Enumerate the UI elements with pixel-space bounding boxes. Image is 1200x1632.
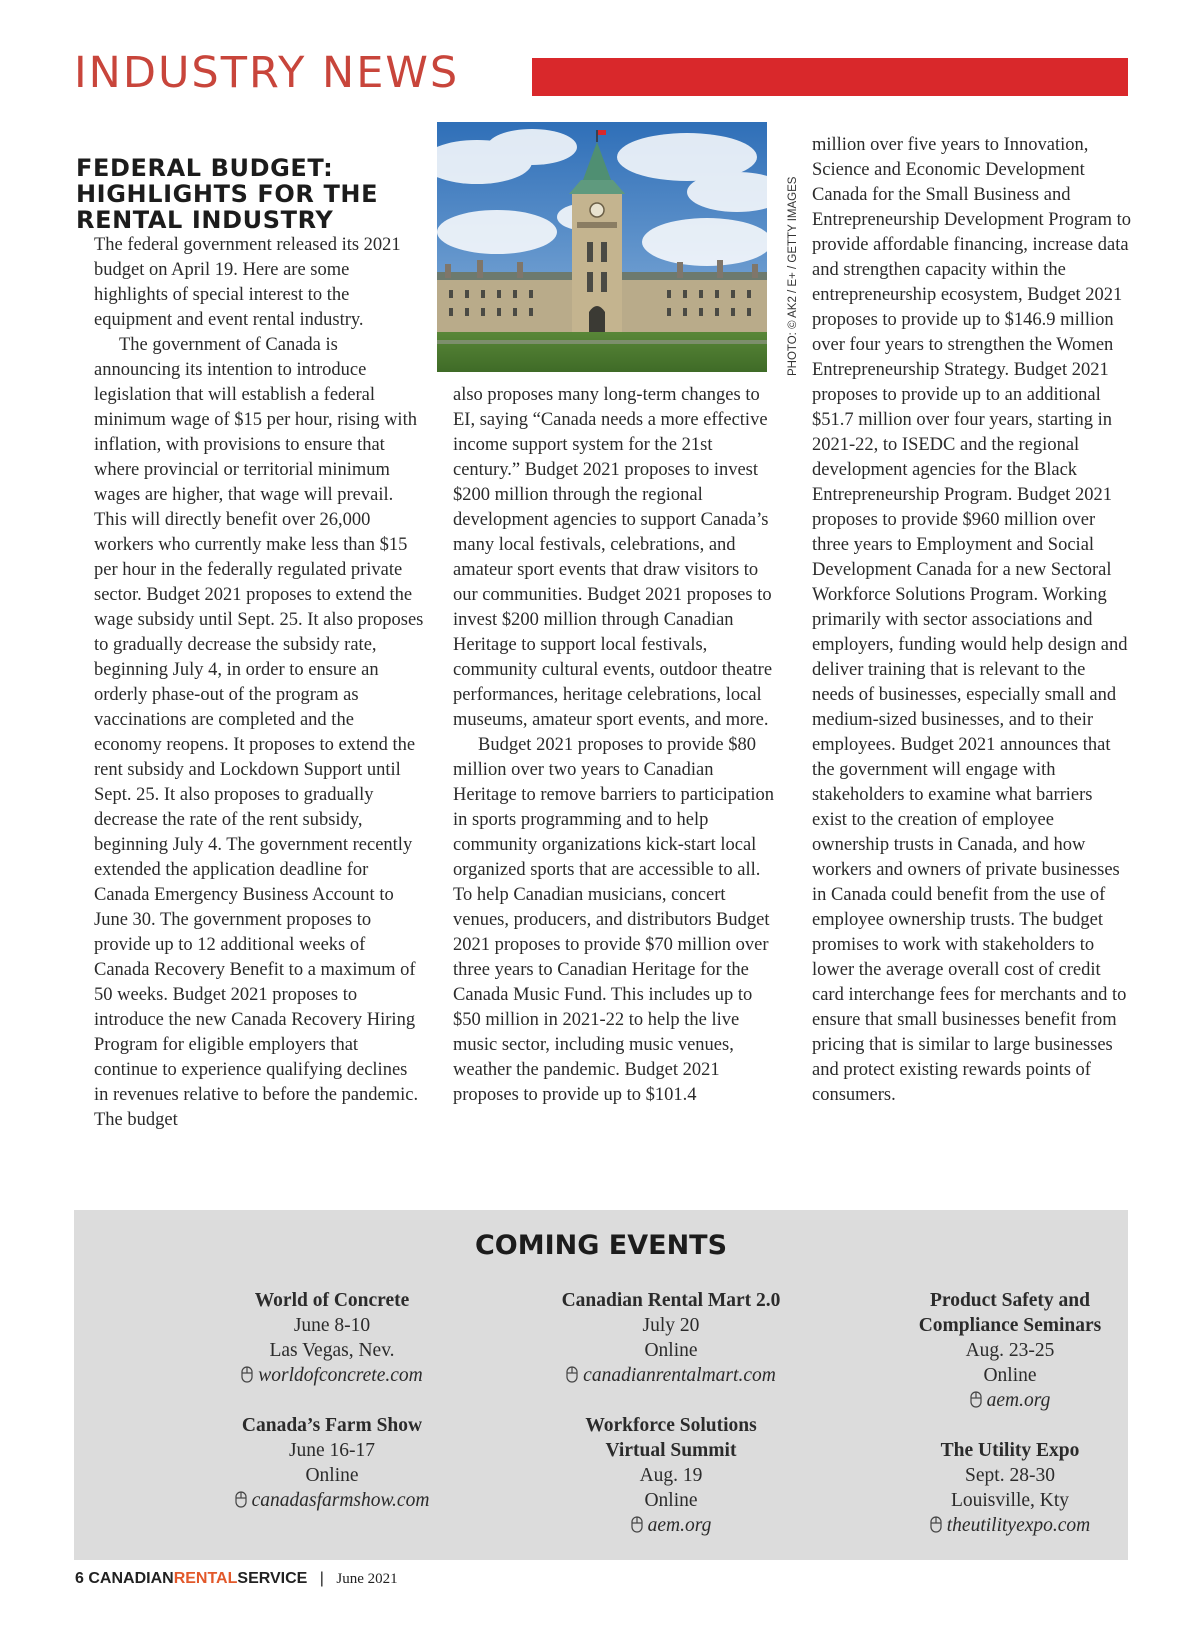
event-item	[850, 1438, 1170, 1538]
event-link[interactable]	[850, 1513, 1170, 1538]
event-item	[172, 1413, 492, 1513]
section-title: INDUSTRY NEWS	[74, 48, 460, 98]
event-item	[172, 1288, 492, 1388]
event-location: Online	[983, 1365, 1037, 1386]
event-item	[511, 1413, 831, 1538]
event-date: June 16-17	[288, 1440, 376, 1461]
event-location: Online	[305, 1465, 359, 1486]
event-link[interactable]	[850, 1388, 1170, 1413]
event-name: Canada’s Farm Show	[241, 1415, 423, 1436]
event-name: Canadian Rental Mart 2.0	[561, 1290, 781, 1311]
page-footer	[75, 1570, 398, 1588]
event-date: June 8-10	[293, 1315, 371, 1336]
parliament-photo	[437, 122, 767, 372]
article-paragraph: Budget 2021 proposes to provide $80 million over two years to Canadian Heritage to remove barriers to participation in sports programming and to help community organizations kick-start local organized sports that are accessible to all. To help Canadian musicians, concert venues, producers, and distributors Budget 2021 proposes to provide $70 million over three years to Canadian Heritage for the Canada Music Fund. This includes up to $50 million in 2021-22 to help the live music sector, including music venues, weather the pandemic. Budget 2021 proposes to provide up to $101.4	[453, 735, 775, 1105]
event-link[interactable]	[511, 1513, 831, 1538]
event-url: aem.org	[647, 1515, 712, 1536]
event-date: Sept. 28-30	[965, 1465, 1055, 1486]
article-paragraph: also proposes many long-term changes to EI, saying “Canada needs a more effective income support system for the 21st century.” Budget 2021 proposes to invest $200 million through the regional development agencies to support Canada’s many local festivals, celebrations, and amateur sport events that draw visitors to our communities. Budget 2021 proposes to invest $200 million through Canadian Heritage to support local festivals, community cultural events, outdoor theatre performances, heritage celebrations, local museums, amateur sport events, and more.	[453, 385, 773, 730]
event-link[interactable]	[172, 1488, 492, 1513]
event-name: The Utility Expo	[940, 1440, 1080, 1461]
event-url: canadianrentalmart.com	[583, 1365, 776, 1386]
photo-credit: PHOTO: © AK2 / E+ / GETTY IMAGES	[787, 176, 799, 376]
event-date: Aug. 23-25	[965, 1340, 1055, 1361]
event-location: Louisville, Kty	[950, 1490, 1070, 1511]
mouse-icon	[631, 1516, 643, 1533]
brand-part: SERVICE	[237, 1570, 308, 1587]
footer-separator: |	[319, 1570, 324, 1587]
article-paragraph: The federal government released its 2021 budget on April 19. Here are some highlights of special interest to the equipment and event rental industry.	[94, 235, 401, 330]
page-number: 6	[75, 1570, 84, 1587]
event-date: Aug. 19	[639, 1465, 703, 1486]
mouse-icon	[970, 1391, 982, 1408]
article-column-2	[453, 383, 778, 1108]
coming-events-box	[74, 1210, 1128, 1560]
publication-name	[88, 1570, 307, 1587]
event-name: Product Safety and Compliance Seminars	[918, 1290, 1102, 1336]
event-date: July 20	[642, 1315, 700, 1336]
title-accent-bar	[532, 58, 1128, 96]
article-headline: FEDERAL BUDGET: HIGHLIGHTS FOR THE RENTAL INDUSTRY	[76, 154, 379, 234]
event-location: Online	[644, 1490, 698, 1511]
article-column-1	[94, 233, 424, 1133]
events-title: COMING EVENTS	[474, 1230, 728, 1261]
article-column-3	[812, 133, 1132, 1108]
mouse-icon	[241, 1366, 253, 1383]
article-paragraph: million over five years to Innovation, Science and Economic Development Canada for the Small Business and Entrepreneurship Development Program to provide affordable financing, increase data and strengthen capacity within the entrepreneurship ecosystem, Budget 2021 proposes to provide up to $146.9 million over four years to strengthen the Women Entrepreneurship Strategy. Budget 2021 proposes to provide up to an additional $51.7 million over four years, starting in 2021-22, to ISEDC and the regional development agencies for the Black Entrepreneurship Program. Budget 2021 proposes to provide $960 million over three years to Employment and Social Development Canada for a new Sectoral Workforce Solutions Program. Working primarily with sector associations and employers, funding would help design and deliver training that is relevant to the needs of businesses, especially small and medium-sized businesses, and to their employees. Budget 2021 announces that the government will engage with stakeholders to examine what barriers exist to the creation of employee ownership trusts in Canada, and how workers and owners of private businesses in Canada could benefit from the use of employee ownership trusts. The budget promises to work with stakeholders to lower the average overall cost of credit card interchange fees for merchants and to ensure that small businesses benefit from pricing that is similar to large businesses and protect existing rewards points of consumers.	[812, 135, 1132, 1105]
mouse-icon	[566, 1366, 578, 1383]
event-url: worldofconcrete.com	[258, 1365, 423, 1386]
event-item	[850, 1288, 1170, 1413]
parliament-building-image	[437, 122, 767, 372]
mouse-icon	[930, 1516, 942, 1533]
event-url: theutilityexpo.com	[946, 1515, 1091, 1536]
brand-part: CANADIAN	[88, 1570, 174, 1587]
event-name: World of Concrete	[254, 1290, 410, 1311]
event-item	[511, 1288, 831, 1388]
event-location: Las Vegas, Nev.	[269, 1340, 395, 1361]
event-link[interactable]	[172, 1363, 492, 1388]
mouse-icon	[235, 1491, 247, 1508]
event-link[interactable]	[511, 1363, 831, 1388]
event-url: canadasfarmshow.com	[251, 1490, 430, 1511]
event-url: aem.org	[986, 1390, 1051, 1411]
issue-date: June 2021	[336, 1571, 398, 1587]
brand-part: RENTAL	[173, 1570, 238, 1587]
event-location: Online	[644, 1340, 698, 1361]
article-paragraph: The government of Canada is announcing its intention to introduce legislation that will establish a federal minimum wage of $15 per hour, rising with inflation, with provisions to ensure that where provincial or territorial minimum wages are higher, that wage will prevail. This will directly benefit over 26,000 workers who currently make less than $15 per hour in the federally regulated private sector. Budget 2021 proposes to extend the wage subsidy until Sept. 25. It also proposes to gradually decrease the subsidy rate, beginning July 4, in order to ensure an orderly phase-out of the program as vaccinations are completed and the economy reopens. It proposes to extend the rent subsidy and Lockdown Support until Sept. 25. It also proposes to gradually decrease the rate of the rent subsidy, beginning July 4. The government recently extended the application deadline for Canada Emergency Business Account to June 30. The government proposes to provide up to 12 additional weeks of Canada Recovery Benefit to a maximum of 50 weeks. Budget 2021 proposes to introduce the new Canada Recovery Hiring Program for eligible employers that continue to experience qualifying declines in revenues relative to before the pandemic. The budget	[94, 335, 424, 1130]
event-name: Workforce Solutions Virtual Summit	[585, 1415, 757, 1461]
